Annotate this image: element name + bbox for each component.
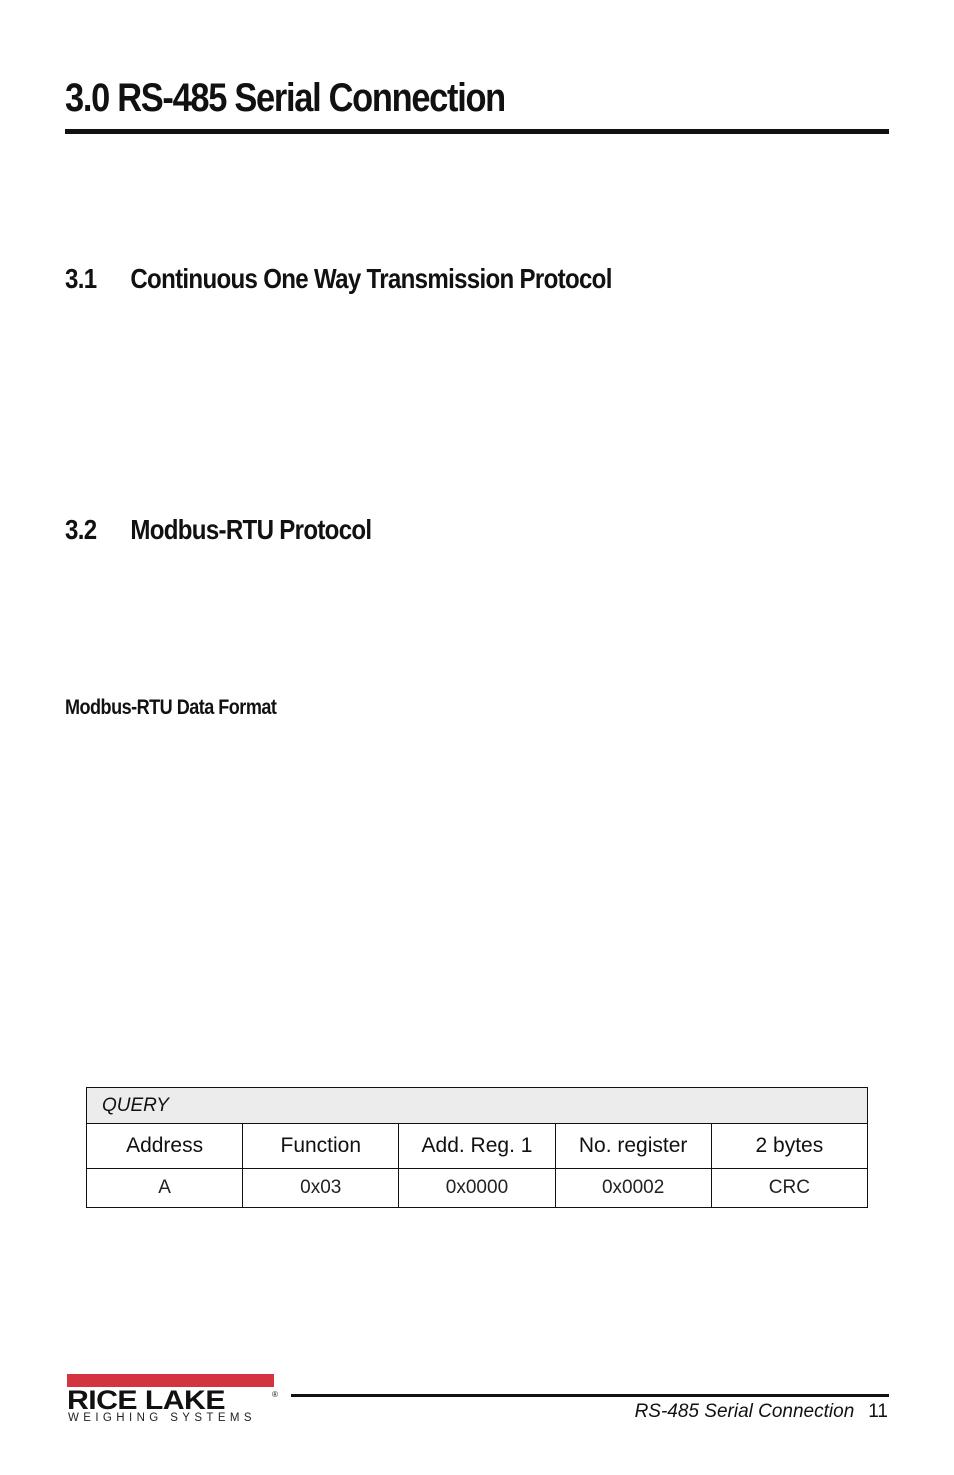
cell-no-register: 0x0002	[555, 1169, 711, 1208]
rice-lake-logo	[67, 1374, 277, 1426]
section-title: Modbus-RTU Protocol	[130, 514, 372, 545]
query-caption-row	[87, 1088, 868, 1124]
query-header-row	[87, 1124, 868, 1169]
chapter-title: 3.0 RS-485 Serial Connection	[65, 76, 505, 120]
header-address: Address	[87, 1124, 243, 1169]
modbus-data-format-heading: Modbus-RTU Data Format	[65, 696, 277, 719]
cell-add-reg: 0x0000	[399, 1169, 555, 1208]
chapter-rule	[65, 129, 889, 134]
cell-crc: CRC	[711, 1169, 867, 1208]
section-title: Continuous One Way Transmission Protocol	[130, 263, 612, 294]
section-heading-3-1	[65, 261, 612, 297]
header-bytes: 2 bytes	[711, 1124, 867, 1169]
logo-tagline: WEIGHING SYSTEMS	[68, 1412, 256, 1424]
header-add-reg: Add. Reg. 1	[399, 1124, 555, 1169]
header-function: Function	[243, 1124, 399, 1169]
cell-function: 0x03	[243, 1169, 399, 1208]
section-heading-3-2	[65, 512, 371, 548]
footer-section-name: RS-485 Serial Connection	[634, 1401, 855, 1422]
page-number: 11	[868, 1401, 888, 1422]
page-footer	[635, 1400, 888, 1424]
table-row	[87, 1169, 868, 1208]
query-caption: QUERY	[87, 1088, 868, 1124]
query-table	[86, 1087, 868, 1208]
logo-wordmark: RICE LAKE	[67, 1385, 225, 1415]
section-number: 3.1	[65, 263, 97, 294]
cell-address: A	[87, 1169, 243, 1208]
footer-rule	[291, 1394, 889, 1397]
registered-mark: ®	[272, 1390, 278, 1399]
header-no-register: No. register	[555, 1124, 711, 1169]
section-number: 3.2	[65, 514, 97, 545]
